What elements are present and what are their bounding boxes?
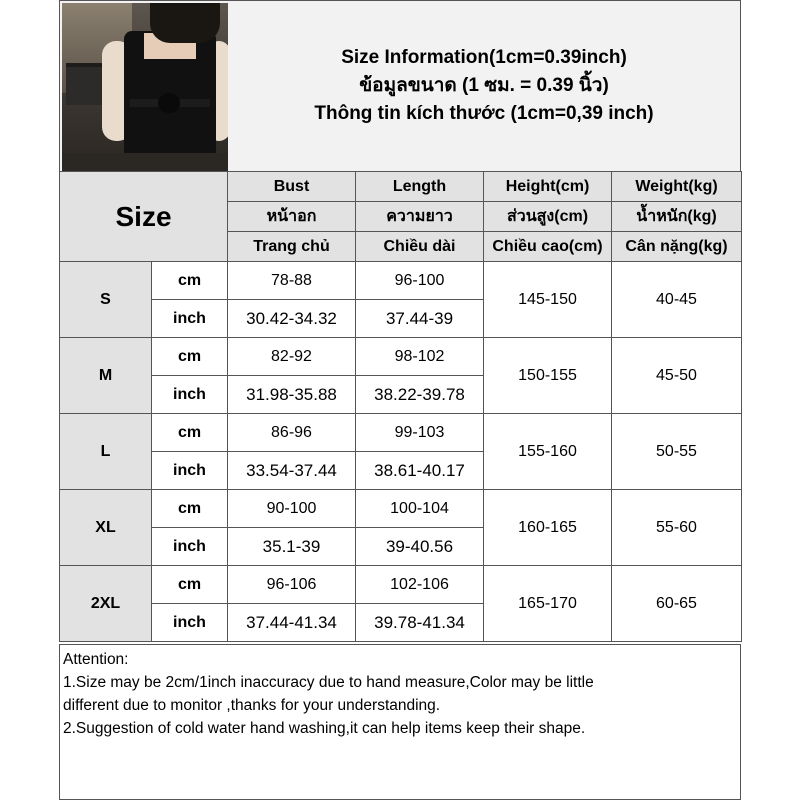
weight-value: 50-55 [612, 414, 742, 490]
col-bust-en: Bust [228, 172, 356, 202]
size-xl: XL [60, 490, 152, 566]
height-value: 145-150 [484, 262, 612, 338]
unit-cm: cm [152, 338, 228, 376]
length-cm: 100-104 [356, 490, 484, 528]
height-value: 165-170 [484, 566, 612, 642]
col-bust-vi: Trang chủ [228, 232, 356, 262]
unit-inch: inch [152, 300, 228, 338]
bust-cm: 90-100 [228, 490, 356, 528]
unit-cm: cm [152, 414, 228, 452]
notes-heading: Attention: [63, 651, 129, 668]
length-inch: 39-40.56 [356, 528, 484, 566]
length-inch: 38.61-40.17 [356, 452, 484, 490]
bust-inch: 31.98-35.88 [228, 376, 356, 414]
col-length-th: ความยาว [356, 202, 484, 232]
size-info-titles [228, 1, 740, 171]
bust-cm: 86-96 [228, 414, 356, 452]
unit-cm: cm [152, 490, 228, 528]
size-label: Size [60, 172, 228, 262]
note-line-1a: 1.Size may be 2cm/1inch inaccuracy due to hand measure,Color may be little [63, 674, 594, 691]
size-m: M [60, 338, 152, 414]
bust-cm: 78-88 [228, 262, 356, 300]
unit-inch: inch [152, 376, 228, 414]
header-panel [59, 0, 741, 172]
note-line-1b: different due to monitor ,thanks for your understanding. [63, 697, 441, 714]
bust-cm: 82-92 [228, 338, 356, 376]
size-2xl: 2XL [60, 566, 152, 642]
attention-notes [59, 644, 741, 800]
col-height-th: ส่วนสูง(cm) [484, 202, 612, 232]
weight-value: 60-65 [612, 566, 742, 642]
weight-value: 55-60 [612, 490, 742, 566]
col-height-vi: Chiều cao(cm) [484, 232, 612, 262]
col-weight-th: น้ำหนัก(kg) [612, 202, 742, 232]
table-row [60, 490, 742, 528]
title-thai: ข้อมูลขนาด (1 ซม. = 0.39 นิ้ว) [359, 75, 609, 96]
height-value: 150-155 [484, 338, 612, 414]
col-weight-en: Weight(kg) [612, 172, 742, 202]
table-row [60, 566, 742, 604]
length-cm: 99-103 [356, 414, 484, 452]
table-row [60, 262, 742, 300]
product-photo [62, 3, 228, 171]
title-english: Size Information(1cm=0.39inch) [341, 47, 627, 68]
col-length-vi: Chiều dài [356, 232, 484, 262]
bust-inch: 35.1-39 [228, 528, 356, 566]
bust-inch: 33.54-37.44 [228, 452, 356, 490]
unit-inch: inch [152, 604, 228, 642]
length-inch: 38.22-39.78 [356, 376, 484, 414]
bust-cm: 96-106 [228, 566, 356, 604]
length-inch: 39.78-41.34 [356, 604, 484, 642]
weight-value: 45-50 [612, 338, 742, 414]
col-bust-th: หน้าอก [228, 202, 356, 232]
length-cm: 98-102 [356, 338, 484, 376]
table-row [60, 338, 742, 376]
weight-value: 40-45 [612, 262, 742, 338]
size-s: S [60, 262, 152, 338]
header-row-en [60, 172, 742, 202]
size-l: L [60, 414, 152, 490]
bust-inch: 30.42-34.32 [228, 300, 356, 338]
table-row [60, 414, 742, 452]
col-length-en: Length [356, 172, 484, 202]
bust-inch: 37.44-41.34 [228, 604, 356, 642]
col-height-en: Height(cm) [484, 172, 612, 202]
length-cm: 102-106 [356, 566, 484, 604]
length-cm: 96-100 [356, 262, 484, 300]
height-value: 160-165 [484, 490, 612, 566]
col-weight-vi: Cân nặng(kg) [612, 232, 742, 262]
height-value: 155-160 [484, 414, 612, 490]
size-table [59, 171, 742, 642]
unit-cm: cm [152, 566, 228, 604]
unit-inch: inch [152, 452, 228, 490]
title-vietnamese: Thông tin kích thước (1cm=0,39 inch) [314, 103, 654, 124]
unit-cm: cm [152, 262, 228, 300]
unit-inch: inch [152, 528, 228, 566]
size-chart-sheet [59, 0, 741, 800]
note-line-2: 2.Suggestion of cold water hand washing,it can help items keep their shape. [63, 720, 586, 737]
length-inch: 37.44-39 [356, 300, 484, 338]
